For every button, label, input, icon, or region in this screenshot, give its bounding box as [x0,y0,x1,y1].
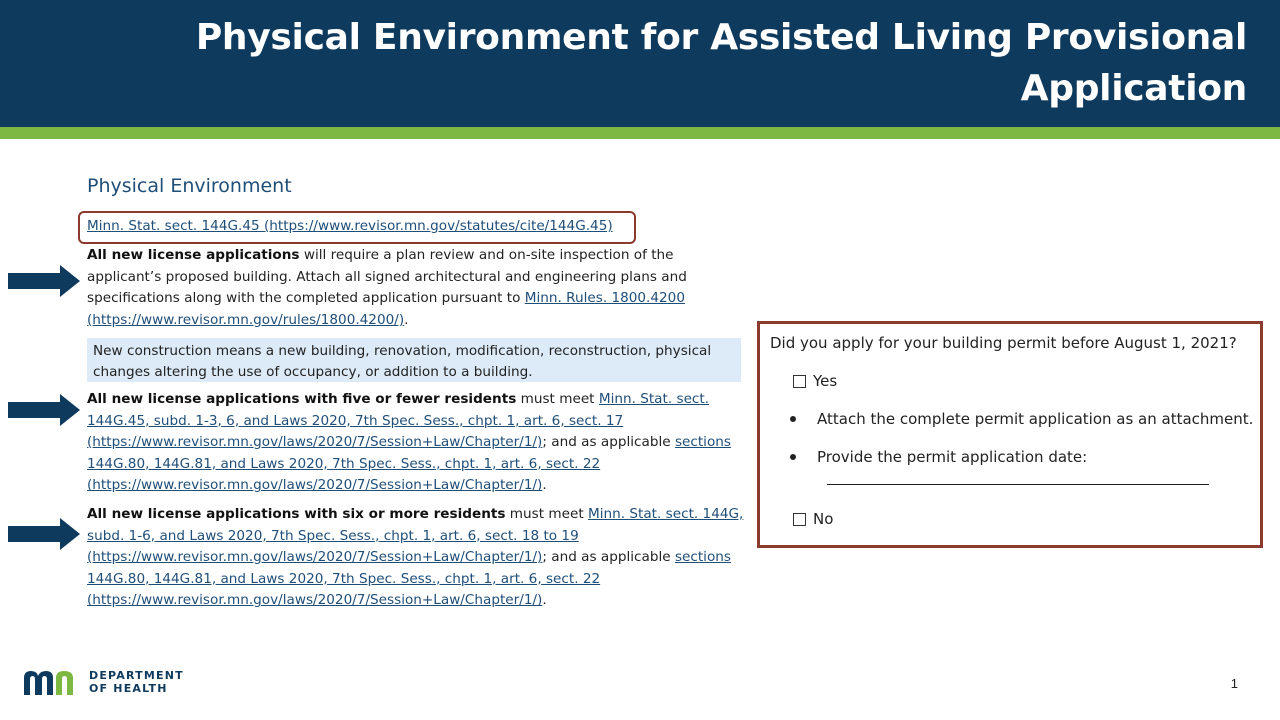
bullet1-text: Attach the complete permit application as an attachment. [817,410,1254,428]
statute-link[interactable]: Minn. Stat. sect. 144G.45 (https://www.revisor.mn.gov/statutes/cite/144G.45) [87,218,613,234]
page-number: 1 [1230,676,1238,691]
para3-link2[interactable]: sections 144G.80, 144G.81, and Laws 2020, 7th Spec. Sess., chpt. 1, art. 6, sect. 22 (https://www.revisor.mn.gov/laws/2020/7/Session+Law/Chapter/1/) [87,549,731,609]
permit-question: Did you apply for your building permit before August 1, 2021? [770,334,1237,352]
statute-link-wrapper [87,218,613,234]
para2-mid: ; and as applicable [542,434,675,451]
para1-bold: All new license applications [87,247,300,263]
para2-link1[interactable]: Minn. Stat. sect. 144G.45, subd. 1-3, 6, and Laws 2020, 7th Spec. Sess., chpt. 1, art. 6, sect. 17 (https://www.revisor.mn.gov/laws/2020/7/Session+Law/Chapter/1/) [87,391,710,451]
section-heading: Physical Environment [87,175,292,197]
mdh-logo [22,668,184,696]
no-option[interactable] [793,510,833,528]
checkbox-icon[interactable] [793,375,806,388]
paragraph-five-or-fewer [87,389,752,497]
bullet-icon [790,454,796,460]
arrow-right-icon [8,394,80,426]
yes-option[interactable] [793,372,837,390]
checkbox-icon[interactable] [793,513,806,526]
permit-date-field[interactable] [827,484,1209,485]
yes-label: Yes [813,372,838,390]
para2-bold: All new license applications with five or fewer residents [87,391,517,407]
bullet-icon [790,416,796,422]
logo-line1: DEPARTMENT [89,669,184,682]
para2-link2[interactable]: sections 144G.80, 144G.81, and Laws 2020, 7th Spec. Sess., chpt. 1, art. 6, sect. 22 (https://www.revisor.mn.gov/laws/2020/7/Session+Law/Chapter/1/) [87,434,731,494]
permit-question-box [757,321,1263,548]
bullet2-text: Provide the permit application date: [817,448,1088,466]
para3-bold: All new license applications with six or more residents [87,506,506,522]
bullet-item-attach [790,410,1253,428]
note-new-construction: New construction means a new building, renovation, modification, reconstruction, physical changes altering the use of occupancy, or addition to a building. [87,338,741,382]
paragraph-six-or-more [87,504,752,612]
no-label: No [813,510,834,528]
para1-link[interactable]: Minn. Rules. 1800.4200 (https://www.revisor.mn.gov/rules/1800.4200/) [87,290,685,328]
logo-text [89,669,184,695]
para3-mid: ; and as applicable [542,549,675,566]
para1-text: will require a plan review and on-site inspection of the applicant’s proposed building. Attach all signed architectural and engineering plans and specifications along with the completed application pursuant to [87,247,687,307]
header-stripe [0,127,1280,139]
logo-line2: OF HEALTH [89,682,168,695]
para3-link1[interactable]: Minn. Stat. sect. 144G, subd. 1-6, and Laws 2020, 7th Spec. Sess., chpt. 1, art. 6, sect. 18 to 19 (https://www.revisor.mn.gov/laws/2020/7/Session+Law/Chapter/1/) [87,506,744,566]
para3-text: must meet [505,506,589,522]
para2-text: must meet [516,391,599,407]
bullet-item-date [790,448,1087,466]
paragraph-plan-review [87,245,752,331]
para1-end: . [404,311,409,328]
mn-logo-icon [22,668,84,696]
arrow-right-icon [8,265,80,297]
arrow-right-icon [8,518,80,550]
page-title: Physical Environment for Assisted Living Provisional Application [195,17,1247,109]
para3-end: . [542,592,547,609]
para2-end: . [542,477,547,494]
